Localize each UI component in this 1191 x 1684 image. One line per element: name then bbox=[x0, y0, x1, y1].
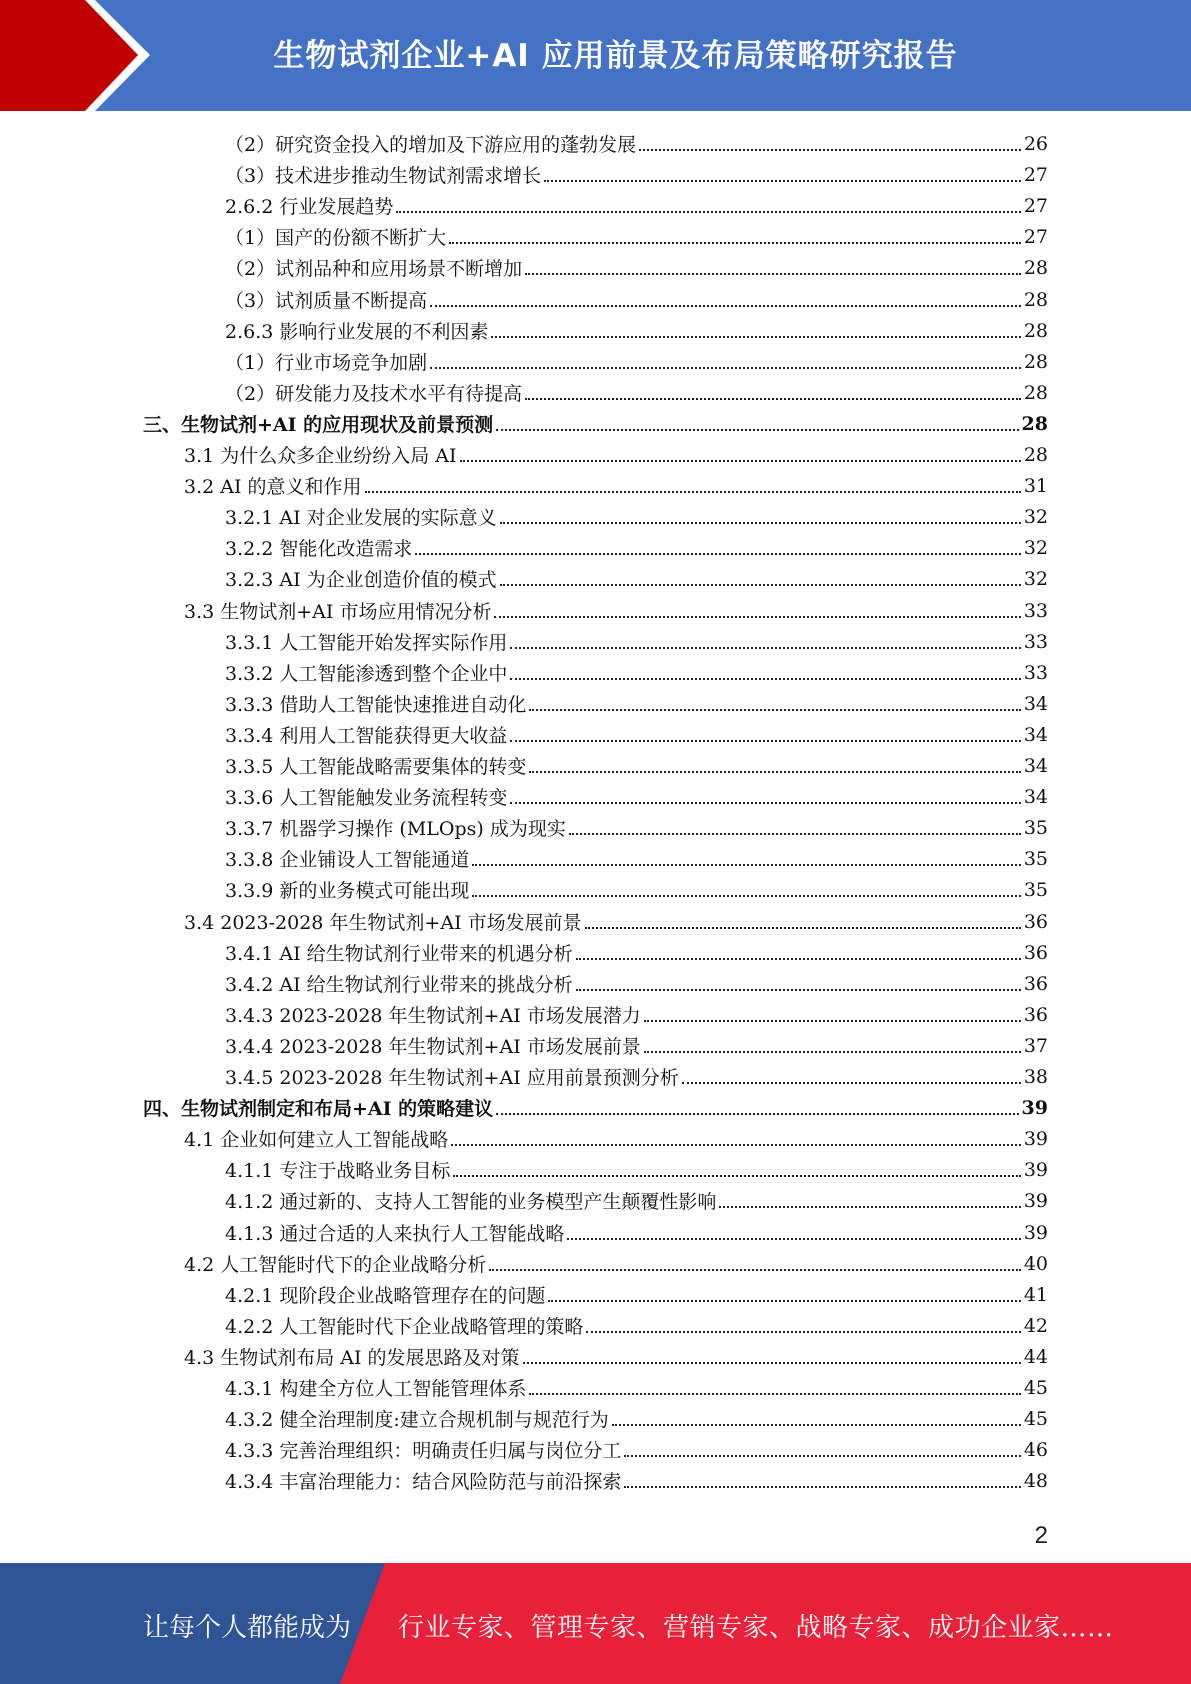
toc-leader-dots bbox=[510, 678, 1020, 680]
toc-entry-page: 28 bbox=[1023, 443, 1048, 466]
toc-entry-page: 34 bbox=[1023, 754, 1048, 777]
toc-entry-title: 2.6.2 行业发展趋势 bbox=[225, 196, 394, 218]
toc-entry-page: 39 bbox=[1021, 1096, 1048, 1119]
toc-entry-title: 3.2.1 AI 对企业发展的实际意义 bbox=[225, 507, 497, 529]
toc-entry-title: 3.4 2023-2028 年生物试剂+AI 市场发展前景 bbox=[184, 912, 582, 934]
toc-entry[interactable] bbox=[143, 1092, 1048, 1123]
toc-entry-page: 45 bbox=[1023, 1407, 1048, 1430]
toc-entry-title: 3.3.8 企业铺设人工智能通道 bbox=[225, 849, 470, 871]
toc-entry[interactable] bbox=[225, 1217, 1048, 1248]
toc-entry-title: 4.3.4 丰富治理能力：结合风险防范与前沿探索 bbox=[225, 1471, 622, 1493]
toc-entry-title: 3.3.3 借助人工智能快速推进自动化 bbox=[225, 694, 527, 716]
toc-leader-dots bbox=[489, 1269, 1021, 1271]
toc-leader-dots bbox=[523, 1362, 1021, 1364]
toc-entry[interactable] bbox=[225, 968, 1048, 999]
toc-entry-title: （1）行业市场竞争加剧 bbox=[225, 352, 428, 374]
toc-entry-title: 3.4.3 2023-2028 年生物试剂+AI 市场发展潜力 bbox=[225, 1005, 641, 1027]
toc-entry[interactable] bbox=[225, 252, 1048, 283]
toc-entry[interactable] bbox=[225, 843, 1048, 874]
toc-entry[interactable] bbox=[225, 781, 1048, 812]
toc-entry-title: （3）技术进步推动生物试剂需求增长 bbox=[225, 165, 542, 187]
toc-entry[interactable] bbox=[184, 439, 1048, 470]
toc-entry-page: 36 bbox=[1023, 941, 1048, 964]
toc-entry[interactable] bbox=[225, 750, 1048, 781]
toc-entry[interactable] bbox=[225, 190, 1048, 221]
toc-entry[interactable] bbox=[225, 1372, 1048, 1403]
toc-entry[interactable] bbox=[225, 1465, 1048, 1496]
toc-leader-dots bbox=[396, 211, 1020, 213]
toc-leader-dots bbox=[496, 429, 1018, 431]
toc-entry-title: 3.3.2 人工智能渗透到整个企业中 bbox=[225, 663, 508, 685]
toc-entry-title: 4.3.1 构建全方位人工智能管理体系 bbox=[225, 1378, 527, 1400]
page-footer bbox=[0, 1563, 1191, 1684]
toc-entry-page: 28 bbox=[1023, 256, 1048, 279]
toc-entry-page: 46 bbox=[1023, 1438, 1048, 1461]
toc-leader-dots bbox=[529, 1393, 1020, 1395]
toc-leader-dots bbox=[500, 584, 1021, 586]
toc-entry[interactable] bbox=[225, 159, 1048, 190]
toc-entry-title: 3.2 AI 的意义和作用 bbox=[184, 476, 362, 498]
toc-leader-dots bbox=[612, 1424, 1021, 1426]
report-title: 生物试剂企业+AI 应用前景及布局策略研究报告 bbox=[273, 38, 958, 74]
toc-entry-title: 4.1.1 专注于战略业务目标 bbox=[225, 1160, 451, 1182]
toc-leader-dots bbox=[529, 709, 1020, 711]
toc-leader-dots bbox=[430, 305, 1021, 307]
toc-leader-dots bbox=[460, 460, 1021, 462]
toc-leader-dots bbox=[719, 1206, 1020, 1208]
toc-entry-title: 2.6.3 影响行业发展的不利因素 bbox=[225, 321, 489, 343]
toc-entry-page: 35 bbox=[1023, 816, 1048, 839]
toc-entry[interactable] bbox=[184, 470, 1048, 501]
toc-leader-dots bbox=[624, 1486, 1020, 1488]
toc-entry-title: 3.1 为什么众多企业纷纷入局 AI bbox=[184, 445, 457, 467]
toc-entry-page: 26 bbox=[1023, 132, 1048, 155]
toc-entry-page: 28 bbox=[1023, 381, 1048, 404]
toc-entry-page: 35 bbox=[1023, 847, 1048, 870]
toc-entry-title: （2）研发能力及技术水平有待提高 bbox=[225, 383, 523, 405]
toc-entry[interactable] bbox=[225, 657, 1048, 688]
toc-entry[interactable] bbox=[225, 346, 1048, 377]
toc-entry-page: 27 bbox=[1023, 163, 1048, 186]
page-number: 2 bbox=[1034, 1522, 1048, 1549]
toc-leader-dots bbox=[430, 367, 1021, 369]
toc-entry-title: 4.1 企业如何建立人工智能战略 bbox=[184, 1129, 449, 1151]
toc-entry-page: 48 bbox=[1023, 1469, 1048, 1492]
toc-leader-dots bbox=[500, 522, 1021, 524]
toc-entry[interactable] bbox=[225, 1030, 1048, 1061]
toc-entry-page: 39 bbox=[1023, 1221, 1048, 1244]
toc-entry[interactable] bbox=[225, 315, 1048, 346]
toc-entry-title: 4.2.2 人工智能时代下企业战略管理的策略 bbox=[225, 1316, 584, 1338]
toc-entry-page: 45 bbox=[1023, 1376, 1048, 1399]
toc-entry[interactable] bbox=[225, 563, 1048, 594]
toc-leader-dots bbox=[525, 273, 1021, 275]
toc-entry[interactable] bbox=[225, 128, 1048, 159]
toc-entry-page: 28 bbox=[1023, 319, 1048, 342]
toc-entry-title: （1）国产的份额不断扩大 bbox=[225, 227, 447, 249]
toc-entry-page: 39 bbox=[1023, 1158, 1048, 1181]
toc-entry-page: 36 bbox=[1023, 1003, 1048, 1026]
page-header bbox=[0, 0, 1191, 111]
toc-entry[interactable] bbox=[184, 595, 1048, 626]
toc-entry-page: 34 bbox=[1023, 785, 1048, 808]
toc-entry[interactable] bbox=[225, 937, 1048, 968]
toc-entry[interactable] bbox=[143, 408, 1048, 439]
toc-entry-title: 3.3.4 利用人工智能获得更大收益 bbox=[225, 725, 508, 747]
toc-entry[interactable] bbox=[225, 1310, 1048, 1341]
toc-entry-page: 33 bbox=[1023, 599, 1048, 622]
toc-entry-title: 3.3.7 机器学习操作 (MLOps) 成为现实 bbox=[225, 818, 566, 840]
toc-leader-dots bbox=[644, 1051, 1021, 1053]
toc-entry-page: 37 bbox=[1023, 1034, 1048, 1057]
toc-entry-title: 4.2 人工智能时代下的企业战略分析 bbox=[184, 1254, 487, 1276]
toc-entry-title: 4.2.1 现阶段企业战略管理存在的问题 bbox=[225, 1285, 546, 1307]
toc-entry-title: （2）试剂品种和应用场景不断增加 bbox=[225, 258, 523, 280]
toc-entry[interactable] bbox=[225, 1185, 1048, 1216]
toc-leader-dots bbox=[510, 740, 1020, 742]
toc-entry-title: 3.3.6 人工智能触发业务流程转变 bbox=[225, 787, 508, 809]
toc-leader-dots bbox=[453, 1175, 1020, 1177]
toc-entry[interactable] bbox=[225, 812, 1048, 843]
toc-entry[interactable] bbox=[225, 874, 1048, 905]
toc-leader-dots bbox=[451, 1144, 1021, 1146]
toc-entry-title: 三、生物试剂+AI 的应用现状及前景预测 bbox=[143, 414, 494, 436]
toc-leader-dots bbox=[682, 1082, 1021, 1084]
toc-entry-page: 42 bbox=[1023, 1314, 1048, 1337]
toc-entry[interactable] bbox=[225, 719, 1048, 750]
toc-leader-dots bbox=[567, 1238, 1020, 1240]
footer-slogan-right: 行业专家、管理专家、营销专家、战略专家、成功企业家…… bbox=[398, 1613, 1114, 1643]
toc-entry-title: 4.3.2 健全治理制度:建立合规机制与规范行为 bbox=[225, 1409, 609, 1431]
toc-entry-title: （2）研究资金投入的增加及下游应用的蓬勃发展 bbox=[225, 134, 637, 156]
toc-leader-dots bbox=[365, 491, 1021, 493]
toc-entry-title: 4.3 生物试剂布局 AI 的发展思路及对策 bbox=[184, 1347, 520, 1369]
toc-leader-dots bbox=[415, 553, 1020, 555]
toc-leader-dots bbox=[449, 242, 1021, 244]
toc-entry[interactable] bbox=[225, 688, 1048, 719]
toc-leader-dots bbox=[576, 989, 1021, 991]
toc-entry[interactable] bbox=[184, 906, 1048, 937]
toc-entry-title: （3）试剂质量不断提高 bbox=[225, 290, 428, 312]
toc-entry-title: 3.2.3 AI 为企业创造价值的模式 bbox=[225, 569, 497, 591]
toc-entry-title: 4.1.2 通过新的、支持人工智能的业务模型产生颠覆性影响 bbox=[225, 1191, 717, 1213]
toc-entry-title: 3.3 生物试剂+AI 市场应用情况分析 bbox=[184, 601, 492, 623]
toc-entry[interactable] bbox=[225, 284, 1048, 315]
toc-leader-dots bbox=[510, 647, 1020, 649]
toc-leader-dots bbox=[494, 616, 1020, 618]
toc-entry-page: 36 bbox=[1023, 910, 1048, 933]
toc-entry-page: 44 bbox=[1023, 1345, 1048, 1368]
toc-leader-dots bbox=[586, 1331, 1020, 1333]
toc-entry[interactable] bbox=[225, 1279, 1048, 1310]
toc-entry-title: 4.3.3 完善治理组织：明确责任归属与岗位分工 bbox=[225, 1440, 622, 1462]
toc-leader-dots bbox=[548, 1300, 1020, 1302]
toc-leader-dots bbox=[472, 864, 1020, 866]
toc-leader-dots bbox=[585, 927, 1021, 929]
toc-entry[interactable] bbox=[225, 1061, 1048, 1092]
toc-entry[interactable] bbox=[225, 1434, 1048, 1465]
toc-entry-title: 4.1.3 通过合适的人来执行人工智能战略 bbox=[225, 1223, 565, 1245]
toc-entry[interactable] bbox=[225, 1403, 1048, 1434]
toc-entry[interactable] bbox=[225, 626, 1048, 657]
toc-entry-page: 38 bbox=[1023, 1065, 1048, 1088]
toc-entry-page: 35 bbox=[1023, 878, 1048, 901]
toc-entry-title: 3.4.2 AI 给生物试剂行业带来的挑战分析 bbox=[225, 974, 573, 996]
toc-entry-title: 3.4.1 AI 给生物试剂行业带来的机遇分析 bbox=[225, 943, 573, 965]
toc-entry-page: 28 bbox=[1023, 288, 1048, 311]
toc-entry-page: 32 bbox=[1023, 536, 1048, 559]
toc-entry[interactable] bbox=[225, 377, 1048, 408]
toc-leader-dots bbox=[510, 802, 1020, 804]
toc-leader-dots bbox=[576, 958, 1021, 960]
toc-entry-page: 36 bbox=[1023, 972, 1048, 995]
toc-entry-title: 3.3.5 人工智能战略需要集体的转变 bbox=[225, 756, 527, 778]
toc-entry-title: 四、生物试剂制定和布局+AI 的策略建议 bbox=[143, 1098, 494, 1120]
toc-leader-dots bbox=[472, 895, 1020, 897]
toc-entry-page: 31 bbox=[1023, 474, 1048, 497]
toc-leader-dots bbox=[644, 1020, 1021, 1022]
toc-entry-page: 28 bbox=[1023, 350, 1048, 373]
toc-entry-page: 32 bbox=[1023, 567, 1048, 590]
toc-entry-page: 27 bbox=[1023, 225, 1048, 248]
toc-leader-dots bbox=[525, 398, 1021, 400]
toc-entry-page: 32 bbox=[1023, 505, 1048, 528]
toc-entry-page: 27 bbox=[1023, 194, 1048, 217]
toc-leader-dots bbox=[624, 1455, 1020, 1457]
toc-leader-dots bbox=[544, 180, 1021, 182]
toc-entry-title: 3.4.4 2023-2028 年生物试剂+AI 市场发展前景 bbox=[225, 1036, 641, 1058]
toc-entry-page: 33 bbox=[1023, 661, 1048, 684]
toc-entry-title: 3.2.2 智能化改造需求 bbox=[225, 538, 413, 560]
toc-entry[interactable] bbox=[184, 1248, 1048, 1279]
toc-entry-page: 34 bbox=[1023, 692, 1048, 715]
toc-leader-dots bbox=[639, 149, 1021, 151]
toc-entry[interactable] bbox=[225, 532, 1048, 563]
toc-leader-dots bbox=[569, 833, 1021, 835]
toc-entry-page: 39 bbox=[1023, 1127, 1048, 1150]
toc-entry-title: 3.3.9 新的业务模式可能出现 bbox=[225, 880, 470, 902]
toc-entry-page: 40 bbox=[1023, 1252, 1048, 1275]
toc-entry[interactable] bbox=[225, 501, 1048, 532]
toc-entry-page: 28 bbox=[1021, 412, 1048, 435]
toc-entry-title: 3.4.5 2023-2028 年生物试剂+AI 应用前景预测分析 bbox=[225, 1067, 679, 1089]
toc-leader-dots bbox=[496, 1113, 1018, 1115]
toc-entry[interactable] bbox=[225, 221, 1048, 252]
toc-entry[interactable] bbox=[184, 1341, 1048, 1372]
toc-entry-title: 3.3.1 人工智能开始发挥实际作用 bbox=[225, 632, 508, 654]
toc-entry-page: 34 bbox=[1023, 723, 1048, 746]
toc-leader-dots bbox=[529, 771, 1020, 773]
footer-slogan-left: 让每个人都能成为 bbox=[143, 1613, 352, 1643]
toc-entry[interactable] bbox=[225, 999, 1048, 1030]
toc-entry-page: 41 bbox=[1023, 1283, 1048, 1306]
toc-entry-page: 39 bbox=[1023, 1189, 1048, 1212]
toc-leader-dots bbox=[491, 336, 1020, 338]
toc-entry-page: 33 bbox=[1023, 630, 1048, 653]
toc-entry[interactable] bbox=[184, 1123, 1048, 1154]
toc-entry[interactable] bbox=[225, 1154, 1048, 1185]
